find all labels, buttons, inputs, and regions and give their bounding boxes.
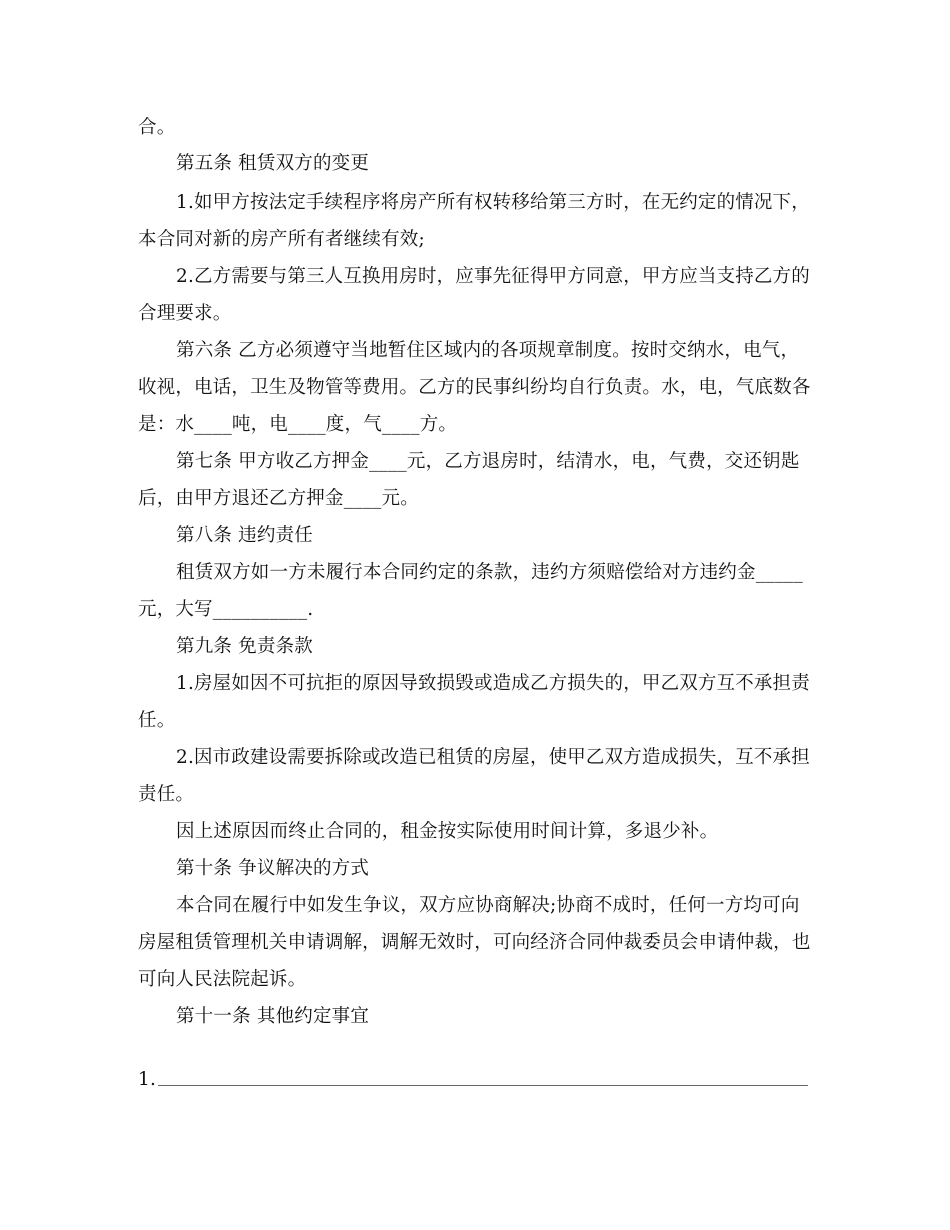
text-line: 责任。	[138, 784, 195, 805]
text-line: 后，由甲方退还乙方押金____元。	[138, 488, 419, 509]
text-line: 元，大写__________.	[138, 599, 314, 620]
text-line: 房屋租赁管理机关申请调解，调解无效时，可向经济合同仲裁委员会申请仲裁，也	[138, 932, 811, 953]
text-line: 可向人民法院起诉。	[138, 969, 307, 990]
text-line: 合理要求。	[138, 303, 232, 324]
text-line: 收视，电话，卫生及物管等费用。乙方的民事纠纷均自行负责。水，电，气底数各	[138, 377, 811, 398]
text-line: 1.如甲方按法定手续程序将房产所有权转移给第三方时，在无约定的情况下，	[176, 192, 810, 213]
text-line: 2.乙方需要与第三人互换用房时，应事先征得甲方同意，甲方应当支持乙方的	[176, 266, 810, 287]
article-heading: 第五条 租赁双方的变更	[176, 153, 370, 174]
article-heading: 第六条 乙方必须遵守当地暂住区域内的各项规章制度。按时交纳水，电气，	[176, 340, 800, 361]
list-item-number: 1.	[138, 1069, 157, 1090]
text-line: 因上述原因而终止合同的，租金按实际使用时间计算，多退少补。	[176, 821, 719, 842]
text-line: 2.因市政建设需要拆除或改造已租赁的房屋，使甲乙双方造成损失，互不承担	[176, 747, 810, 768]
article-heading: 第七条 甲方收乙方押金____元，乙方退房时，结清水，电，气费，交还钥匙	[176, 451, 800, 472]
article-heading: 第十一条 其他约定事宜	[176, 1006, 370, 1027]
text-line: 本合同对新的房产所有者继续有效;	[138, 229, 425, 250]
text-line: 1.房屋如因不可抗拒的原因导致损毁或造成乙方损失的，甲乙双方互不承担责	[176, 673, 810, 694]
text-line: 租赁双方如一方未履行本合同约定的条款，违约方须赔偿给对方违约金_____	[176, 562, 803, 583]
article-heading: 第八条 违约责任	[176, 525, 313, 546]
text-line: 是：水____吨，电____度，气____方。	[138, 414, 458, 435]
text-line: 合。	[138, 117, 176, 138]
article-heading: 第九条 免责条款	[176, 636, 313, 657]
text-line: 任。	[138, 710, 176, 731]
text-line: 本合同在履行中如发生争议，双方应协商解决;协商不成时，任何一方均可向	[176, 895, 800, 916]
article-heading: 第十条 争议解决的方式	[176, 858, 370, 879]
fill-in-blank-line	[158, 1085, 808, 1086]
